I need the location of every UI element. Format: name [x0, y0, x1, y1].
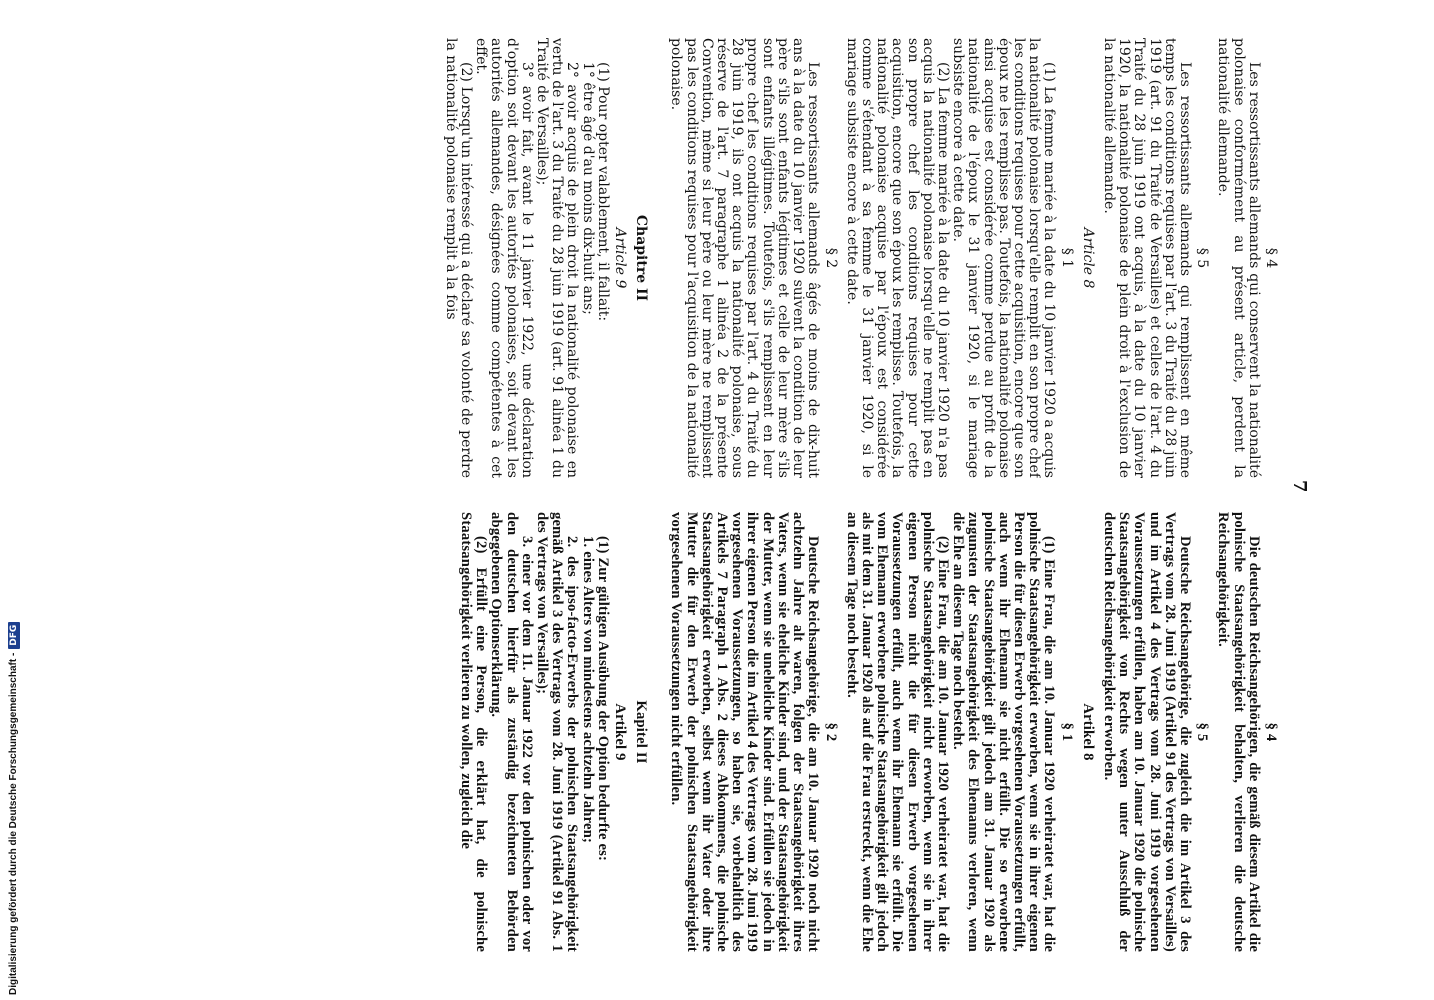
section-heading: § 1	[1058, 722, 1075, 742]
list-item: 1° être âgé d'au moins dix-huit ans;	[579, 62, 596, 315]
list-item: 3° avoir fait, avant le 11 janvier 1922, une déclaration d'option soit devant les autorités polonaises, soit devant les autorités allemandes, désignées comme compétentes à cet effet.	[473, 38, 535, 478]
digitization-attribution	[8, 622, 20, 995]
article-heading: Artikel 9	[612, 703, 629, 761]
article-heading: Artikel 8	[1079, 703, 1096, 761]
paragraph: (2) Eine Frau, die am 10. Januar 1920 verheiratet war, hat die polnische Staatsangehörigkeit nicht erworben, wenn sie in ihrer eigenen Person nicht die für diesen Erwerb vorgesehenen Voraussetzungen erfüllt, auch wenn ihr Ehemann sie erfüllt. Die vom Ehemann erworbene polnische Staatsangehörigkeit gilt jedoch als mit dem 31. Januar 1920 als auf die Frau erstreckt, wenn die Ehe an diesem Tage noch besteht.	[843, 512, 951, 952]
list-item: 1. eines Alters von mindestens achtzehn Jahren;	[579, 536, 596, 844]
chapter-heading: Chapitre II	[633, 214, 650, 302]
list-item: 2° avoir acquis de plein droit la nationalité polonaise en vertu de l'art. 3 du Traité du 28 juin 1919 (art. 91 alinéa 1 du Traité de Versailles);	[534, 38, 581, 478]
page-number: 7	[1289, 480, 1310, 493]
paragraph: Les ressortissants allemands qui remplissent en même temps les conditions requises par l'art. 3 du Traité du 28 juin 1919 (art. 91 du Traité de Versailles) et celles de l'art. 4 du Traité du 28 juin 1919 ont acquis, à la date du 10 janvier 1920, la nationalité polonaise de plein droit à l'exclusion de la nationalité allemande.	[1100, 38, 1193, 478]
section-heading: § 4	[1263, 247, 1279, 269]
paragraph: Die deutschen Reichsangehörigen, die gemäß diesem Artikel die polnische Staatsangehörigkeit behalten, verlieren die deutsche Reichsangehörigkeit.	[1215, 512, 1262, 952]
paragraph: (1) Eine Frau, die am 10. Januar 1920 verheiratet war, hat die polnische Staatsangehörigkeit erworben, wenn sie in ihrer eigenen Person die für diesen Erwerb vorgesehenen Voraussetzungen erfüllt, auch wenn ihr Ehemann sie nicht erfüllt. Die so erworbene polnische Staatsangehörigkeit gilt jedoch am 31. Januar 1920 als zugunsten der Staatsangehörigkeit des Ehemanns verloren, wenn die Ehe an diesem Tage noch besteht.	[950, 512, 1058, 952]
section-heading: § 2	[822, 247, 839, 269]
paragraph: Deutsche Reichsangehörige, die zugleich die im Artikel 3 des Vertrags vom 28. Juni 1919 (Artikel 91 des Vertrags von Versailles) und im Artikel 4 des Vertrags vom 28. Juni 1919 vorgesehenen Voraussetzungen erfüllen, haben am 10. Januar 1920 die polnische Staatsangehörigkeit von Rechts wegen unter Ausschluß der deutschen Reichsangehörigkeit erworben.	[1100, 512, 1193, 952]
section-heading: § 1	[1058, 247, 1075, 269]
dfg-logo: DFG	[8, 622, 20, 649]
paragraph: Les ressortissants allemands âgés de moins de dix-huit ans à la date du 10 janvier 1920 suivent la condition de leur père s'ils sont enfants légitimes et celle de leur mère s'ils sont enfants illégitimes. Toutefois, s'ils remplissent en leur propre chef les conditions requises par l'art. 4 du Traité du 28 juin 1919, ils ont acquis la nationalité polonaise, sous réserve de l'art. 7 paragraphe 1 alinéa 2 de la présente Convention, même si leur père ou leur mère ne remplissent pas les conditions requises pour l'acquisition de la nationalité polonaise.	[668, 38, 822, 478]
section-heading: § 5	[1194, 722, 1211, 742]
paragraph: (1) Zur gültigen Ausübung der Option bedurfte es:	[594, 536, 611, 862]
paragraph: (1) La femme mariée à la date du 10 janvier 1920 a acquis la nationalité polonaise lorsqu'elle remplit en son propre chef les conditions requises pour cette acquisition, encore que son époux ne les remplisse pas. Toutefois, la nationalité polonaise ainsi acquise est considérée comme perdue au profit de la nationalité de l'époux le 31 janvier 1920, si le mariage subsiste encore à cette date.	[950, 38, 1058, 478]
paragraph: (2) Erfüllt eine Person, die erklärt hat, die polnische Staatsangehörigkeit verlieren zu wollen, zugleich die	[458, 512, 490, 952]
list-item: 3. einer vor dem 11. Januar 1922 vor den polnischen oder vor den deutschen hierfür als zuständig bezeichneten Behörden abgegebenen Optionserklärung.	[488, 512, 535, 952]
paragraph: Les ressortissants allemands qui conservent la nationalité polonaise conformément au présent article, perdent la nationalité allemande.	[1215, 38, 1262, 478]
paragraph: (2) La femme mariée à la date du 10 janvier 1920 n'a pas acquis la nationalité polonaise lorsqu'elle ne remplit pas en son propre chef les conditions requises pour cette acquisition, encore que son époux les remplisse. Toutefois, la nationalité polonaise acquise par l'époux est considérée comme s'étendant à sa femme le 31 janvier 1920, si le mariage subsiste encore à cette date.	[843, 38, 951, 478]
article-heading: Article 8	[1079, 227, 1096, 289]
section-heading: § 4	[1263, 722, 1279, 742]
paragraph: (1) Pour opter valablement, il fallait:	[594, 62, 611, 322]
attribution-text: Digitalisierung gefördert durch die Deutsche Forschungsgemeinschaft -	[8, 652, 19, 995]
chapter-heading: Kapitel II	[633, 700, 650, 764]
french-column	[14, 38, 1284, 478]
german-column	[14, 512, 1284, 952]
section-heading: § 2	[822, 722, 839, 742]
list-item: 2. des ipso-facto-Erwerbs der polnischen Staatsangehörigkeit gemäß Artikel 3 des Vertrags vom 28. Juni 1919 (Artikel 91 Abs. 1 des Vertrags von Versailles);	[534, 512, 581, 952]
paragraph: (2) Lorsqu'un intéressé qui a déclaré sa volonté de perdre la nationalité polonaise remplit à la fois	[442, 38, 475, 478]
section-heading: § 5	[1194, 247, 1211, 269]
paragraph: Deutsche Reichsangehörige, die am 10. Januar 1920 noch nicht achtzehn Jahre alt waren, folgen der Staatsangehörigkeit ihres Vaters, wenn sie eheliche Kinder sind, und der Staatsangehörigkeit der Mutter, wenn sie uneheliche Kinder sind. Erfüllen sie jedoch in ihrer eigenen Person die im Artikel 4 des Vertrags vom 28. Juni 1919 vorgesehenen Voraussetzungen, so haben sie, vorbehaltlich des Artikels 7 Paragraph 1 Abs. 2 dieses Abkommens, die polnische Staatsangehörigkeit erworben, selbst wenn ihr Vater oder ihre Mutter die für den Erwerb der polnischen Staatsangehörigkeit vorgesehenen Voraussetzungen nicht erfüllen.	[668, 512, 822, 952]
article-heading: Article 9	[612, 227, 629, 289]
